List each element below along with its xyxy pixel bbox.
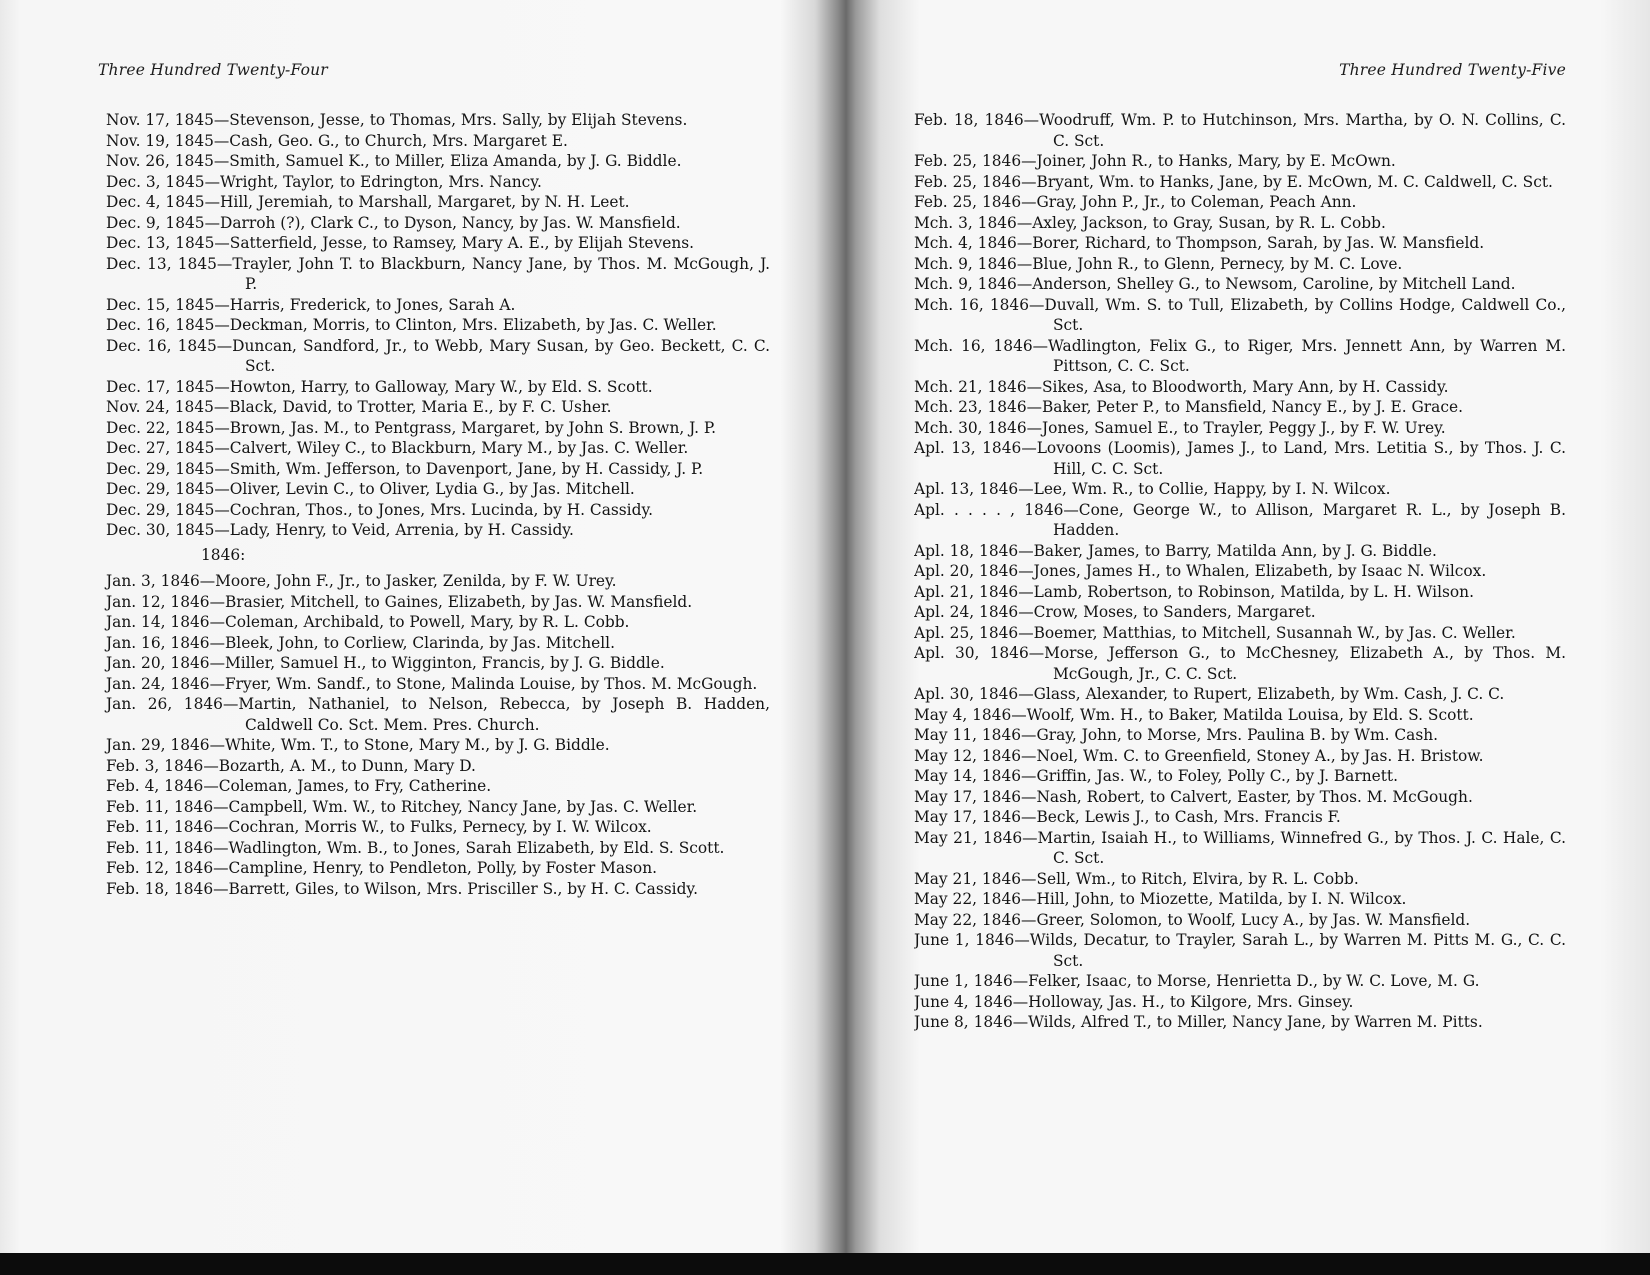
marriage-entry: Mch. 23, 1846—Baker, Peter P., to Mansfield, Nancy E., by J. E. Grace.	[914, 398, 1463, 416]
marriage-entry: June 8, 1846—Wilds, Alfred T., to Miller, Nancy Jane, by Warren M. Pitts.	[914, 1013, 1483, 1031]
marriage-entry: Feb. 3, 1846—Bozarth, A. M., to Dunn, Mary D.	[106, 756, 476, 775]
marriage-entry: Dec. 17, 1845—Howton, Harry, to Galloway, Mary W., by Eld. S. Scott.	[106, 377, 653, 396]
left-page	[98, 58, 770, 1238]
marriage-entry: Dec. 27, 1845—Calvert, Wiley C., to Blackburn, Mary M., by Jas. C. Weller.	[106, 439, 689, 457]
marriage-entry: Mch. 4, 1846—Borer, Richard, to Thompson, Sarah, by Jas. W. Mansfield.	[914, 234, 1485, 252]
marriage-entry: Mch. 9, 1846—Blue, John R., to Glenn, Pernecy, by M. C. Love.	[914, 254, 1403, 273]
marriage-entry: Apl. . . . . , 1846—Cone, George W., to Allison, Margaret R. L., by Joseph B. Hadden.	[914, 500, 1566, 539]
left-entry-list	[98, 110, 770, 899]
marriage-entry: Feb. 25, 1846—Bryant, Wm. to Hanks, Jane, by E. McOwn, M. C. Caldwell, C. Sct.	[914, 172, 1553, 191]
marriage-entry: Feb. 11, 1846—Campbell, Wm. W., to Ritchey, Nancy Jane, by Jas. C. Weller.	[106, 797, 698, 816]
marriage-entry: Apl. 30, 1846—Morse, Jefferson G., to McChesney, Elizabeth A., by Thos. M. McGough, Jr., C. C. Sct.	[914, 644, 1566, 683]
marriage-entry: May 22, 1846—Greer, Solomon, to Woolf, Lucy A., by Jas. W. Mansfield.	[914, 910, 1471, 929]
marriage-entry: Apl. 25, 1846—Boemer, Matthias, to Mitchell, Susannah W., by Jas. C. Weller.	[914, 623, 1516, 642]
marriage-entry: Mch. 21, 1846—Sikes, Asa, to Bloodworth, Mary Ann, by H. Cassidy.	[914, 377, 1449, 396]
marriage-entry: May 17, 1846—Beck, Lewis J., to Cash, Mrs. Francis F.	[914, 808, 1341, 826]
marriage-entry: May 4, 1846—Woolf, Wm. H., to Baker, Matilda Louisa, by Eld. S. Scott.	[914, 705, 1474, 724]
marriage-entry: Dec. 9, 1845—Darroh (?), Clark C., to Dyson, Nancy, by Jas. W. Mansfield.	[106, 213, 681, 232]
book-bottom-edge	[0, 1253, 1650, 1275]
marriage-entry: Dec. 3, 1845—Wright, Taylor, to Edrington, Mrs. Nancy.	[106, 172, 542, 191]
marriage-entry: Feb. 4, 1846—Coleman, James, to Fry, Catherine.	[106, 777, 492, 795]
marriage-entry: Nov. 24, 1845—Black, David, to Trotter, Maria E., by F. C. Usher.	[106, 398, 612, 416]
marriage-entry: June 1, 1846—Felker, Isaac, to Morse, Henrietta D., by W. C. Love, M. G.	[914, 972, 1480, 990]
marriage-entry: Apl. 20, 1846—Jones, James H., to Whalen, Elizabeth, by Isaac N. Wilcox.	[914, 562, 1487, 580]
marriage-entry: Dec. 22, 1845—Brown, Jas. M., to Pentgrass, Margaret, by John S. Brown, J. P.	[106, 418, 717, 437]
marriage-entry: May 22, 1846—Hill, John, to Miozette, Matilda, by I. N. Wilcox.	[914, 890, 1407, 908]
marriage-entry: Jan. 14, 1846—Coleman, Archibald, to Powell, Mary, by R. L. Cobb.	[106, 613, 630, 631]
marriage-entry: Dec. 16, 1845—Duncan, Sandford, Jr., to Webb, Mary Susan, by Geo. Beckett, C. C. Sct.	[106, 336, 770, 375]
marriage-entry: Mch. 30, 1846—Jones, Samuel E., to Trayler, Peggy J., by F. W. Urey.	[914, 418, 1446, 437]
marriage-entry: Jan. 20, 1846—Miller, Samuel H., to Wigginton, Francis, by J. G. Biddle.	[106, 654, 665, 672]
marriage-entry: May 11, 1846—Gray, John, to Morse, Mrs. Paulina B. by Wm. Cash.	[914, 726, 1439, 744]
marriage-entry: May 21, 1846—Martin, Isaiah H., to Williams, Winnefred G., by Thos. J. C. Hale, C. C. Sct.	[914, 828, 1566, 867]
marriage-entry: Dec. 4, 1845—Hill, Jeremiah, to Marshall, Margaret, by N. H. Leet.	[106, 193, 630, 211]
year-heading: 1846:	[201, 545, 246, 564]
marriage-entry: Jan. 16, 1846—Bleek, John, to Corliew, Clarinda, by Jas. Mitchell.	[106, 633, 615, 652]
marriage-entry: June 1, 1846—Wilds, Decatur, to Trayler, Sarah L., by Warren M. Pitts M. G., C. C. Sct.	[914, 931, 1566, 970]
marriage-entry: May 17, 1846—Nash, Robert, to Calvert, Easter, by Thos. M. McGough.	[914, 787, 1473, 806]
marriage-entry: Feb. 25, 1846—Gray, John P., Jr., to Coleman, Peach Ann.	[914, 193, 1357, 211]
marriage-entry: Dec. 13, 1845—Satterfield, Jesse, to Ramsey, Mary A. E., by Elijah Stevens.	[106, 234, 695, 252]
marriage-entry: Jan. 26, 1846—Martin, Nathaniel, to Nelson, Rebecca, by Joseph B. Hadden, Caldwell Co. Sct. Mem. Pres. Church.	[106, 695, 770, 734]
marriage-entry: Feb. 18, 1846—Barrett, Giles, to Wilson, Mrs. Prisciller S., by H. C. Cassidy.	[106, 879, 698, 898]
marriage-entry: Feb. 11, 1846—Cochran, Morris W., to Fulks, Pernecy, by I. W. Wilcox.	[106, 818, 652, 836]
marriage-entry: Feb. 11, 1846—Wadlington, Wm. B., to Jones, Sarah Elizabeth, by Eld. S. Scott.	[106, 838, 725, 857]
marriage-entry: Jan. 3, 1846—Moore, John F., Jr., to Jasker, Zenilda, by F. W. Urey.	[106, 572, 617, 590]
marriage-entry: Nov. 19, 1845—Cash, Geo. G., to Church, Mrs. Margaret E.	[106, 131, 568, 150]
marriage-entry: Apl. 24, 1846—Crow, Moses, to Sanders, Margaret.	[914, 603, 1316, 621]
marriage-entry: Apl. 13, 1846—Lovoons (Loomis), James J., to Land, Mrs. Letitia S., by Thos. J. C. Hill, C. C. Sct.	[914, 439, 1566, 478]
marriage-entry: Dec. 30, 1845—Lady, Henry, to Veid, Arrenia, by H. Cassidy.	[106, 521, 574, 539]
marriage-entry: Feb. 12, 1846—Campline, Henry, to Pendleton, Polly, by Foster Mason.	[106, 859, 658, 877]
marriage-entry: Jan. 29, 1846—White, Wm. T., to Stone, Mary M., by J. G. Biddle.	[106, 736, 610, 754]
marriage-entry: Mch. 16, 1846—Wadlington, Felix G., to Riger, Mrs. Jennett Ann, by Warren M. Pittson, C. C. Sct.	[914, 336, 1566, 375]
marriage-entry: May 14, 1846—Griffin, Jas. W., to Foley, Polly C., by J. Barnett.	[914, 767, 1398, 785]
marriage-entry: Nov. 17, 1845—Stevenson, Jesse, to Thomas, Mrs. Sally, by Elijah Stevens.	[106, 111, 688, 129]
right-page-header: Three Hundred Twenty-Five	[1339, 61, 1566, 79]
marriage-entry: Nov. 26, 1845—Smith, Samuel K., to Miller, Eliza Amanda, by J. G. Biddle.	[106, 152, 682, 170]
marriage-entry: Apl. 18, 1846—Baker, James, to Barry, Matilda Ann, by J. G. Biddle.	[914, 541, 1437, 560]
marriage-entry: Dec. 29, 1845—Smith, Wm. Jefferson, to Davenport, Jane, by H. Cassidy, J. P.	[106, 459, 704, 478]
right-page	[914, 58, 1566, 1238]
marriage-entry: Jan. 24, 1846—Fryer, Wm. Sandf., to Stone, Malinda Louise, by Thos. M. McGough.	[106, 674, 758, 693]
marriage-entry: Apl. 30, 1846—Glass, Alexander, to Rupert, Elizabeth, by Wm. Cash, J. C. C.	[914, 685, 1505, 703]
right-entry-list	[914, 110, 1566, 1033]
marriage-entry: Feb. 18, 1846—Woodruff, Wm. P. to Hutchinson, Mrs. Martha, by O. N. Collins, C. C. Sct.	[914, 111, 1566, 150]
marriage-entry: Apl. 13, 1846—Lee, Wm. R., to Collie, Happy, by I. N. Wilcox.	[914, 480, 1391, 498]
marriage-entry: Dec. 15, 1845—Harris, Frederick, to Jones, Sarah A.	[106, 295, 516, 314]
marriage-entry: May 21, 1846—Sell, Wm., to Ritch, Elvira, by R. L. Cobb.	[914, 869, 1359, 888]
marriage-entry: June 4, 1846—Holloway, Jas. H., to Kilgore, Mrs. Ginsey.	[914, 992, 1354, 1011]
marriage-entry: Dec. 16, 1845—Deckman, Morris, to Clinton, Mrs. Elizabeth, by Jas. C. Weller.	[106, 316, 717, 334]
marriage-entry: Jan. 12, 1846—Brasier, Mitchell, to Gaines, Elizabeth, by Jas. W. Mansfield.	[106, 592, 693, 611]
left-page-header: Three Hundred Twenty-Four	[98, 61, 328, 79]
marriage-entry: Dec. 13, 1845—Trayler, John T. to Blackburn, Nancy Jane, by Thos. M. McGough, J. P.	[106, 254, 770, 293]
marriage-entry: Mch. 3, 1846—Axley, Jackson, to Gray, Susan, by R. L. Cobb.	[914, 213, 1386, 232]
marriage-entry: Dec. 29, 1845—Oliver, Levin C., to Oliver, Lydia G., by Jas. Mitchell.	[106, 480, 635, 498]
marriage-entry: Mch. 9, 1846—Anderson, Shelley G., to Newsom, Caroline, by Mitchell Land.	[914, 275, 1516, 293]
marriage-entry: Mch. 16, 1846—Duvall, Wm. S. to Tull, Elizabeth, by Collins Hodge, Caldwell Co., Sct.	[914, 295, 1566, 334]
marriage-entry: Feb. 25, 1846—Joiner, John R., to Hanks, Mary, by E. McOwn.	[914, 152, 1396, 170]
marriage-entry: May 12, 1846—Noel, Wm. C. to Greenfield, Stoney A., by Jas. H. Bristow.	[914, 746, 1484, 765]
marriage-entry: Dec. 29, 1845—Cochran, Thos., to Jones, Mrs. Lucinda, by H. Cassidy.	[106, 500, 653, 519]
marriage-entry: Apl. 21, 1846—Lamb, Robertson, to Robinson, Matilda, by L. H. Wilson.	[914, 582, 1474, 601]
